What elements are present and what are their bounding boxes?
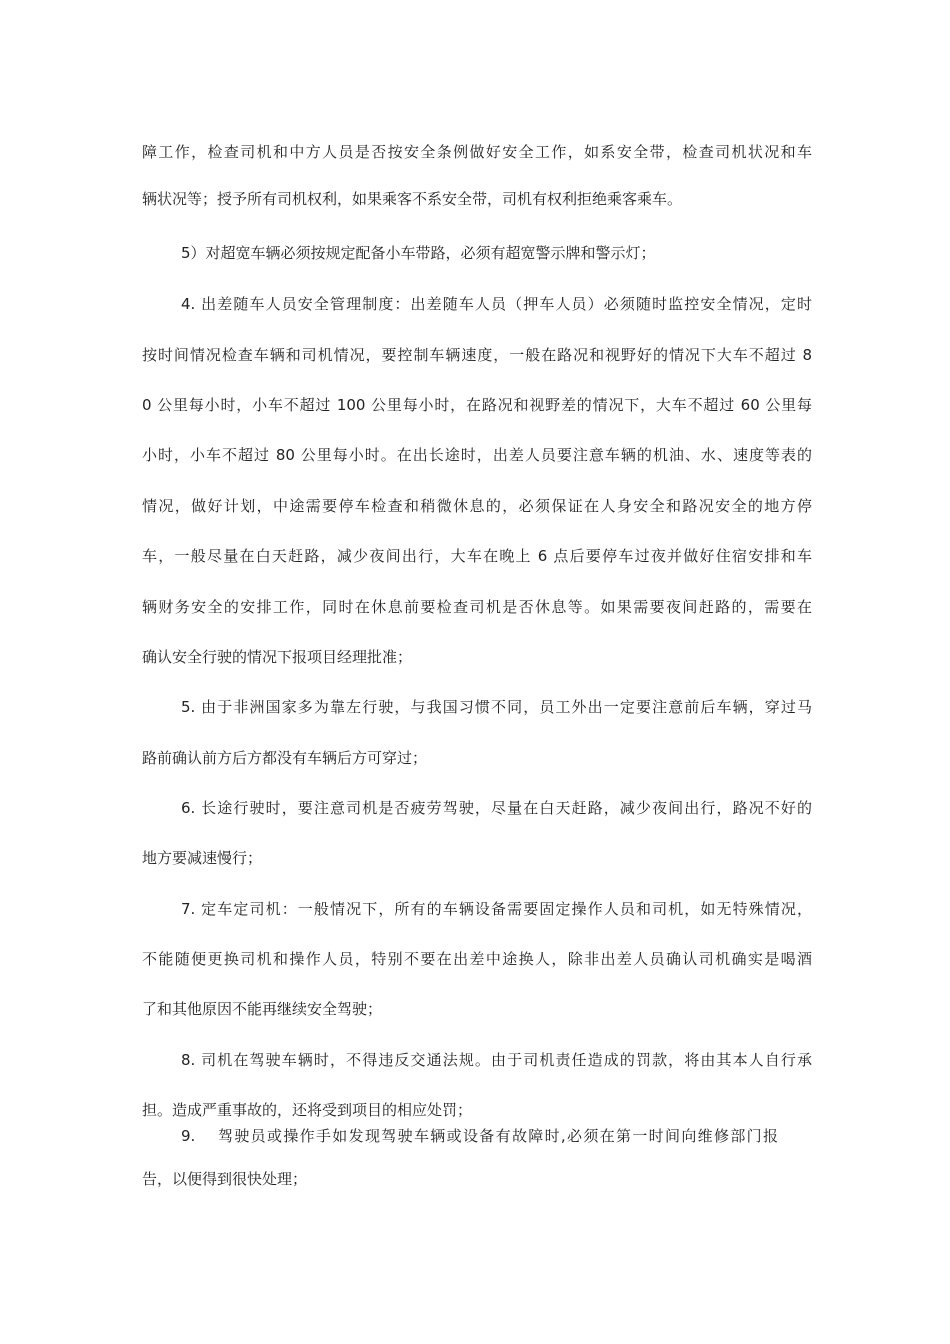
item-9-number: 9. (181, 1127, 196, 1145)
item-6-line: 6. 长途行驶时，要注意司机是否疲劳驾驶，尽量在白天赶路，减少夜间出行，路况不好的 (181, 799, 812, 817)
paragraph-line: 按时间情况检查车辆和司机情况，要控制车辆速度，一般在路况和视野好的情况下大车不超过 8 (142, 346, 812, 364)
paragraph-line: 确认安全行驶的情况下报项目经理批准； (142, 648, 413, 666)
paragraph-line: 地方要减速慢行； (142, 849, 263, 867)
item-7-line: 7. 定车定司机：一般情况下，所有的车辆设备需要固定操作人员和司机，如无特殊情况， (181, 900, 812, 918)
paragraph-line: 小时，小车不超过 80 公里每小时。在出长途时，出差人员要注意车辆的机油、水、速度等表的 (142, 446, 812, 464)
paragraph-line: 了和其他原因不能再继续安全驾驶； (142, 1000, 383, 1018)
paragraph-line: 辆财务安全的安排工作，同时在休息前要检查司机是否休息等。如果需要夜间赶路的，需要在 (142, 598, 812, 616)
item-4-line: 4. 出差随车人员安全管理制度：出差随车人员（押车人员）必须随时监控安全情况，定时 (181, 295, 812, 313)
paragraph-line: 车，一般尽量在白天赶路，减少夜间出行，大车在晚上 6 点后要停车过夜并做好住宿安排和车 (142, 547, 812, 565)
paragraph-line: 不能随便更换司机和操作人员，特别不要在出差中途换人，除非出差人员确认司机确实是喝酒 (142, 950, 812, 968)
paragraph-line: 告，以便得到很快处理； (142, 1170, 308, 1188)
item-5-paren-line: 5）对超宽车辆必须按规定配备小车带路，必须有超宽警示牌和警示灯； (181, 244, 656, 262)
paragraph-line: 障工作，检查司机和中方人员是否按安全条例做好安全工作，如系安全带，检查司机状况和车 (142, 143, 812, 161)
paragraph-line: 情况，做好计划，中途需要停车检查和稍微休息的，必须保证在人身安全和路况安全的地方停 (142, 497, 812, 515)
paragraph-line: 担。造成严重事故的，还将受到项目的相应处罚； (142, 1101, 473, 1119)
item-8-line: 8. 司机在驾驶车辆时，不得违反交通法规。由于司机责任造成的罚款，将由其本人自行承 (181, 1051, 812, 1069)
paragraph-line: 路前确认前方后方都没有车辆后方可穿过； (142, 749, 428, 767)
paragraph-line: 辆状况等；授予所有司机权利，如果乘客不系安全带，司机有权利拒绝乘客乘车。 (142, 190, 683, 208)
item-9-line: 驾驶员或操作手如发现驾驶车辆或设备有故障时,必须在第一时间向维修部门报 (218, 1127, 778, 1145)
item-5-line: 5. 由于非洲国家多为靠左行驶，与我国习惯不同，员工外出一定要注意前后车辆，穿过马 (181, 698, 812, 716)
paragraph-line: 0 公里每小时，小车不超过 100 公里每小时，在路况和视野差的情况下，大车不超过 60 公里每 (142, 396, 812, 414)
